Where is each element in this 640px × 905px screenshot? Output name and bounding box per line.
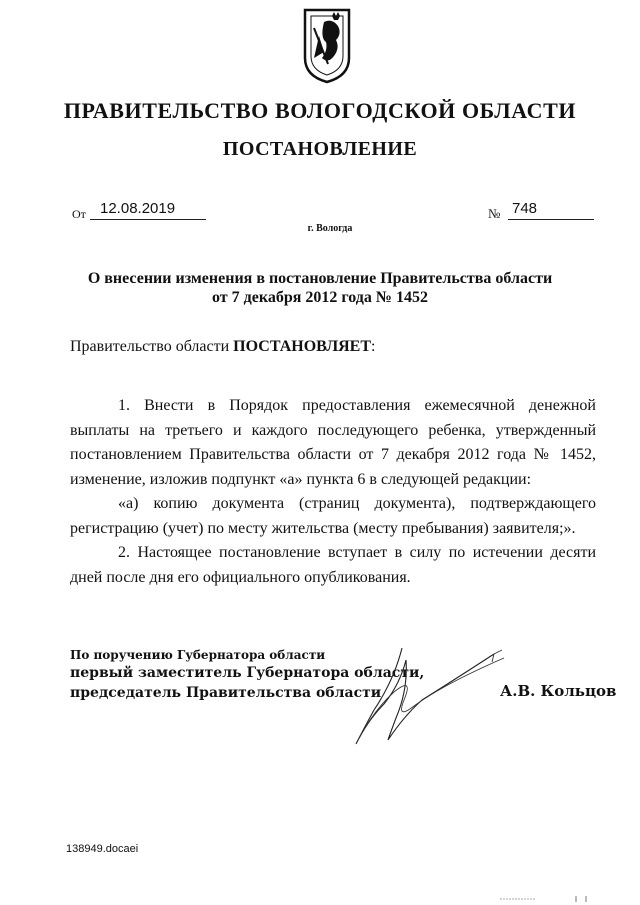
scan-marks [500, 896, 600, 902]
document-body [70, 394, 596, 590]
paragraph-1: 1. Внести в Порядок предоставления ежемесячной денежной выплаты на третьего и каждого последующего ребенка, утвержденный постановлением Правительства области от 7 декабря 2012 года № 1452, изменение, изложив подпункт «а» пункта 6 в следующей редакции: [70, 397, 596, 488]
document-number: 748 [508, 199, 594, 220]
document-type-title: ПОСТАНОВЛЕНИЕ [222, 138, 418, 160]
paragraph-1-quote: «а) копию документа (страниц документа), подтверждающего регистрацию (учет) по месту жительства (месту пребывания) заявителя;». [70, 495, 596, 537]
signer-name: А.В. Кольцов [500, 682, 617, 700]
preamble-emphasis: ПОСТАНОВЛЯЕТ [233, 338, 372, 355]
date-prefix: От [72, 207, 86, 221]
document-subject [0, 269, 640, 307]
preamble-text: Правительство области [70, 338, 234, 355]
coat-of-arms-emblem [302, 8, 352, 84]
document-code: 138949.docaei [66, 843, 139, 855]
preamble-tail: : [371, 338, 376, 355]
document-date: 12.08.2019 [90, 199, 206, 220]
paragraph-2: 2. Настоящее постановление вступает в силу по истечении десяти дней после дня его официального опубликования. [70, 544, 596, 586]
subject-line-2: от 7 декабря 2012 года № 1452 [212, 289, 428, 306]
signatory-line-2: первый заместитель Губернатора области, [70, 665, 425, 681]
government-title: ПРАВИТЕЛЬСТВО ВОЛОГОДСКОЙ ОБЛАСТИ [63, 98, 577, 123]
city-label: г. Вологда [307, 223, 353, 234]
preamble [70, 338, 375, 356]
signatory-line-3: председатель Правительства области [70, 685, 382, 701]
signatory-line-1: По поручению Губернатора области [70, 648, 326, 662]
number-prefix: № [488, 206, 501, 221]
subject-line-1: О внесении изменения в постановление Правительства области [87, 270, 553, 287]
handwritten-signature [344, 640, 514, 750]
